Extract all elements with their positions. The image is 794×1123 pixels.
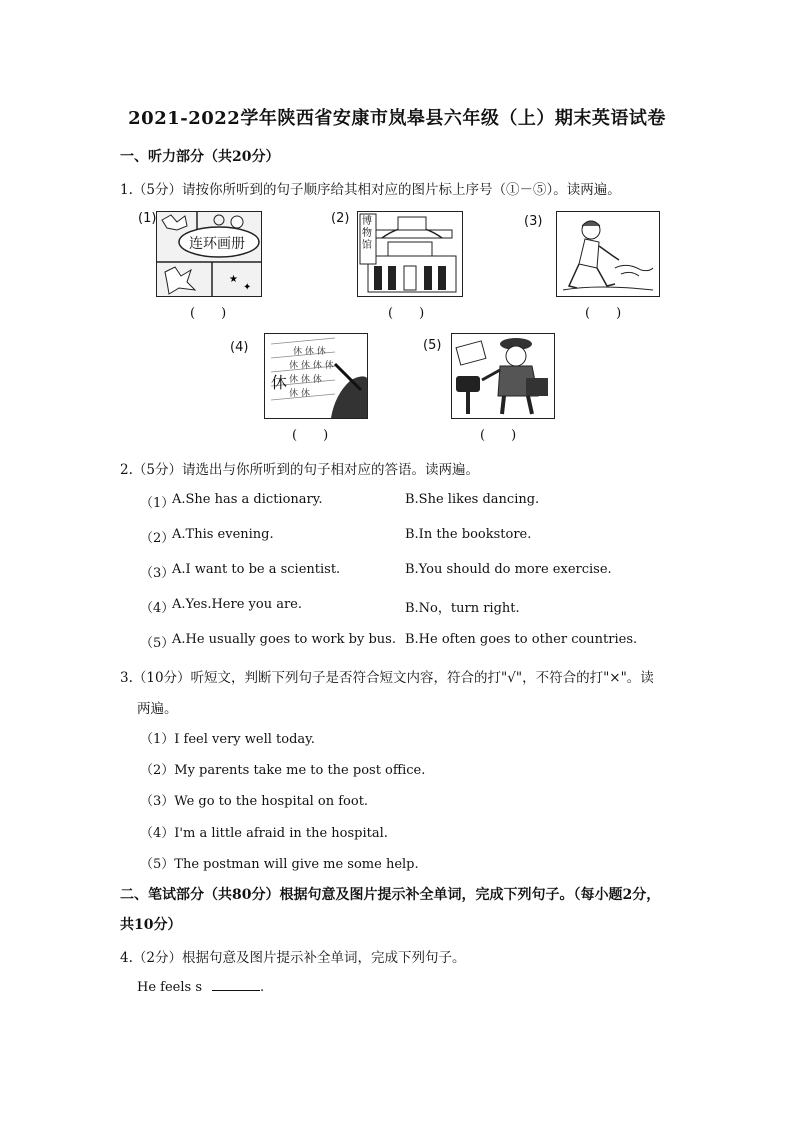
question-4-sentence-end: . bbox=[260, 980, 265, 995]
q2-item-5-option-b: B.He often goes to other countries. bbox=[405, 632, 638, 647]
q2-item-2-option-b: B.In the bookstore. bbox=[405, 527, 532, 542]
picture-4-number: (4) bbox=[230, 340, 249, 355]
q2-item-4-option-a: A.Yes.Here you are. bbox=[172, 597, 303, 612]
question-3-stem: 3.（10分）听短文，判断下列句子是否符合短文内容，符合的打"√"，不符合的打"×"。读 bbox=[120, 670, 654, 686]
svg-text:休 休: 休 休 bbox=[289, 389, 310, 399]
postman-image bbox=[451, 333, 555, 419]
picture-5-answer-blank: ( ) bbox=[480, 428, 517, 443]
picture-3-number: (3) bbox=[524, 214, 543, 229]
q2-item-1-number: （1） bbox=[140, 496, 175, 511]
q2-item-3-option-b: B.You should do more exercise. bbox=[405, 562, 612, 577]
picture-4-answer-blank: ( ) bbox=[292, 428, 329, 443]
svg-text:休 休 休: 休 休 休 bbox=[293, 347, 326, 357]
section-2-heading-continued: 共10分） bbox=[120, 917, 182, 933]
q3-item-4: （4）I'm a little afraid in the hospital. bbox=[140, 826, 388, 841]
handwriting-caption: 休 bbox=[271, 373, 288, 392]
q3-item-1: （1）I feel very well today. bbox=[140, 732, 315, 747]
svg-text:✦: ✦ bbox=[243, 282, 252, 293]
svg-text:休 休 休: 休 休 休 bbox=[289, 375, 322, 385]
q2-item-5-number: （5） bbox=[140, 636, 175, 651]
question-2-stem: 2.（5分）请选出与你所听到的句子相对应的答语。读两遍。 bbox=[120, 462, 479, 478]
q2-item-5-option-a: A.He usually goes to work by bus. bbox=[172, 632, 396, 647]
question-1-stem: 1.（5分）请按你所听到的句子顺序给其相对应的图片标上序号（①－⑤）。读两遍。 bbox=[120, 182, 621, 198]
question-3-stem-continued: 两遍。 bbox=[137, 701, 178, 717]
question-4-stem: 4.（2分）根据句意及图片提示补全单词，完成下列句子。 bbox=[120, 950, 466, 966]
q2-item-4-number: （4） bbox=[140, 601, 175, 616]
section-1-heading: 一、听力部分（共20分） bbox=[120, 149, 280, 165]
picture-5-number: (5) bbox=[423, 338, 442, 353]
svg-text:★: ★ bbox=[229, 274, 238, 285]
boy-fishing-image bbox=[556, 211, 660, 297]
q2-item-1-option-a: A.She has a dictionary. bbox=[172, 492, 323, 507]
question-4-sentence-text: He feels s bbox=[137, 980, 202, 995]
handwriting-image bbox=[264, 333, 368, 419]
picture-1-number: (1) bbox=[138, 211, 157, 226]
q3-item-3: （3）We go to the hospital on foot. bbox=[140, 794, 369, 809]
museum-image bbox=[357, 211, 463, 297]
q2-item-3-number: （3） bbox=[140, 566, 175, 581]
comic-book-caption: 连环画册 bbox=[189, 236, 245, 252]
svg-text:休 休 休 休: 休 休 休 休 bbox=[289, 361, 334, 371]
q3-item-5: （5）The postman will give me some help. bbox=[140, 857, 419, 872]
q2-item-3-option-a: A.I want to be a scientist. bbox=[172, 562, 341, 577]
q3-item-2: （2）My parents take me to the post office. bbox=[140, 763, 426, 778]
q2-item-2-option-a: A.This evening. bbox=[172, 527, 274, 542]
picture-3-answer-blank: ( ) bbox=[585, 306, 622, 321]
picture-2-answer-blank: ( ) bbox=[388, 306, 425, 321]
question-4-sentence bbox=[137, 978, 264, 995]
q2-item-4-option-b: B.No，turn right. bbox=[405, 601, 520, 616]
section-2-heading: 二、笔试部分（共80分）根据句意及图片提示补全单词，完成下列句子。（每小题2分， bbox=[120, 887, 661, 903]
question-4-answer-blank[interactable] bbox=[212, 978, 260, 991]
museum-caption: 博物馆 bbox=[362, 216, 372, 251]
comic-book-image bbox=[156, 211, 262, 297]
q2-item-1-option-b: B.She likes dancing. bbox=[405, 492, 540, 507]
picture-2-number: (2) bbox=[331, 211, 350, 226]
q2-item-2-number: （2） bbox=[140, 531, 175, 546]
page-title: 2021-2022学年陕西省安康市岚皋县六年级（上）期末英语试卷 bbox=[128, 108, 666, 129]
picture-1-answer-blank: ( ) bbox=[190, 306, 227, 321]
